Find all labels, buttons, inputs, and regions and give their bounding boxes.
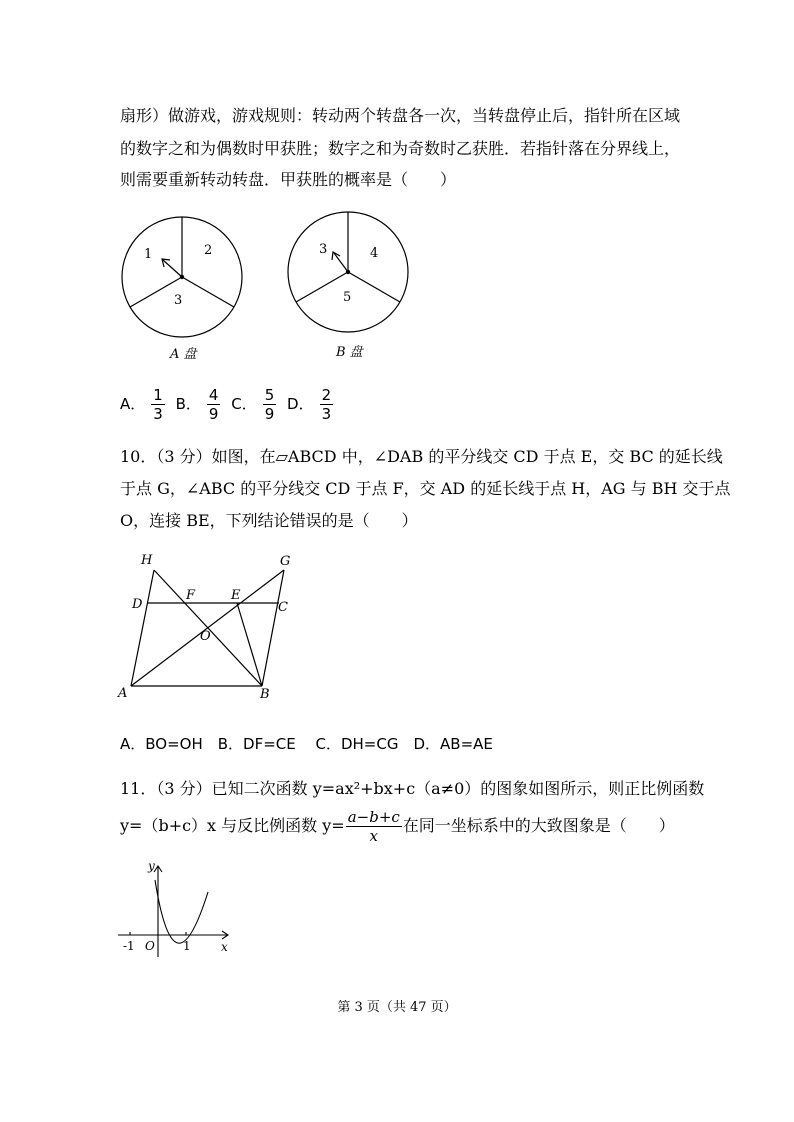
graph-one-label: 1 [183,939,191,953]
page-footer: 第 3 页（共 47 页） [337,1000,457,1015]
point-label-g: G [280,554,291,569]
q9-choice-b-letter: B． [175,395,201,413]
q11-fraction: $\frac{a-b+c}{x}$ [347,808,400,845]
wheel-b-label-3: 3 [319,242,328,257]
wheel-a-pointer [163,260,182,277]
q9-choice-a-letter: A． [120,395,146,413]
point-label-e: E [231,588,241,603]
q9-choice-c-fraction: $\frac{5}{9}$ [264,386,275,423]
wheel-a-label-1: 1 [144,247,153,262]
q9-choice-d-fraction: $\frac{2}{3}$ [321,386,332,423]
parabola-graph [110,852,250,962]
point-label-c: C [278,600,288,615]
spinner-wheels-figure [110,200,430,370]
q9-choice-a-fraction: $\frac{1}{3}$ [153,386,163,423]
q10-choices: A．BO=OH B．DF=CE C．DH=CG D．AB=AE [120,735,493,753]
q10-line-2: 于点 G，∠ABC 的平分线交 CD 于点 F，交 AD 的延长线于点 H，AG 与 BH 交于点 [120,479,731,498]
parallelogram-figure [110,545,310,705]
q9-choice-b-fraction: $\frac{4}{9}$ [208,386,219,423]
wheel-b-label-5: 5 [343,290,352,305]
wheel-b [288,212,408,360]
q9-choices [120,386,339,423]
wheel-a-label-2: 2 [204,243,213,258]
graph-y-label: y [148,859,155,873]
q10-line-1: 10．（3 分）如图，在▱ABCD 中，∠DAB 的平分线交 CD 于点 E，交 BC 的延长线 [120,447,723,466]
q9-line-1: 扇形）做游戏，游戏规则：转动两个转盘各一次，当转盘停止后，指针所在区域 [120,106,681,125]
point-label-b: B [260,687,270,702]
wheel-b-pointer [334,253,348,272]
wheel-b-label-4: 4 [370,246,379,261]
graph-origin-label: O [145,939,155,953]
q11-line-2-post: 在同一坐标系中的大致图象是（ ） [402,816,675,835]
graph-neg-one-label: -1 [123,939,135,953]
wheel-b-caption: B 盘 [336,345,363,360]
wheel-a-caption: A 盘 [170,347,197,362]
q9-line-2: 的数字之和为偶数时甲获胜；数字之和为奇数时乙获胜．若指针落在分界线上， [120,139,681,158]
graph-x-label: x [221,940,228,954]
q9-line-3: 则需要重新转动转盘．甲获胜的概率是（ ） [120,170,457,189]
point-label-f: F [186,588,196,603]
point-label-h: H [141,553,153,568]
q11-line-1: 11．（3 分）已知二次函数 y=ax²+bx+c（a≠0）的图象如图所示，则正比例函数 [120,779,705,798]
q11-line-2 [120,808,675,845]
point-label-o: O [200,629,211,644]
q10-line-3: O，连接 BE，下列结论错误的是（ ） [120,511,418,530]
wheel-a [122,217,242,362]
point-label-a: A [118,686,128,701]
wheel-a-label-3: 3 [174,293,183,308]
q9-choice-d-letter: D． [287,395,314,413]
q9-choice-c-letter: C． [231,395,257,413]
q11-line-2-pre: y=（b+c）x 与反比例函数 y= [120,816,345,835]
point-label-d: D [132,597,143,612]
